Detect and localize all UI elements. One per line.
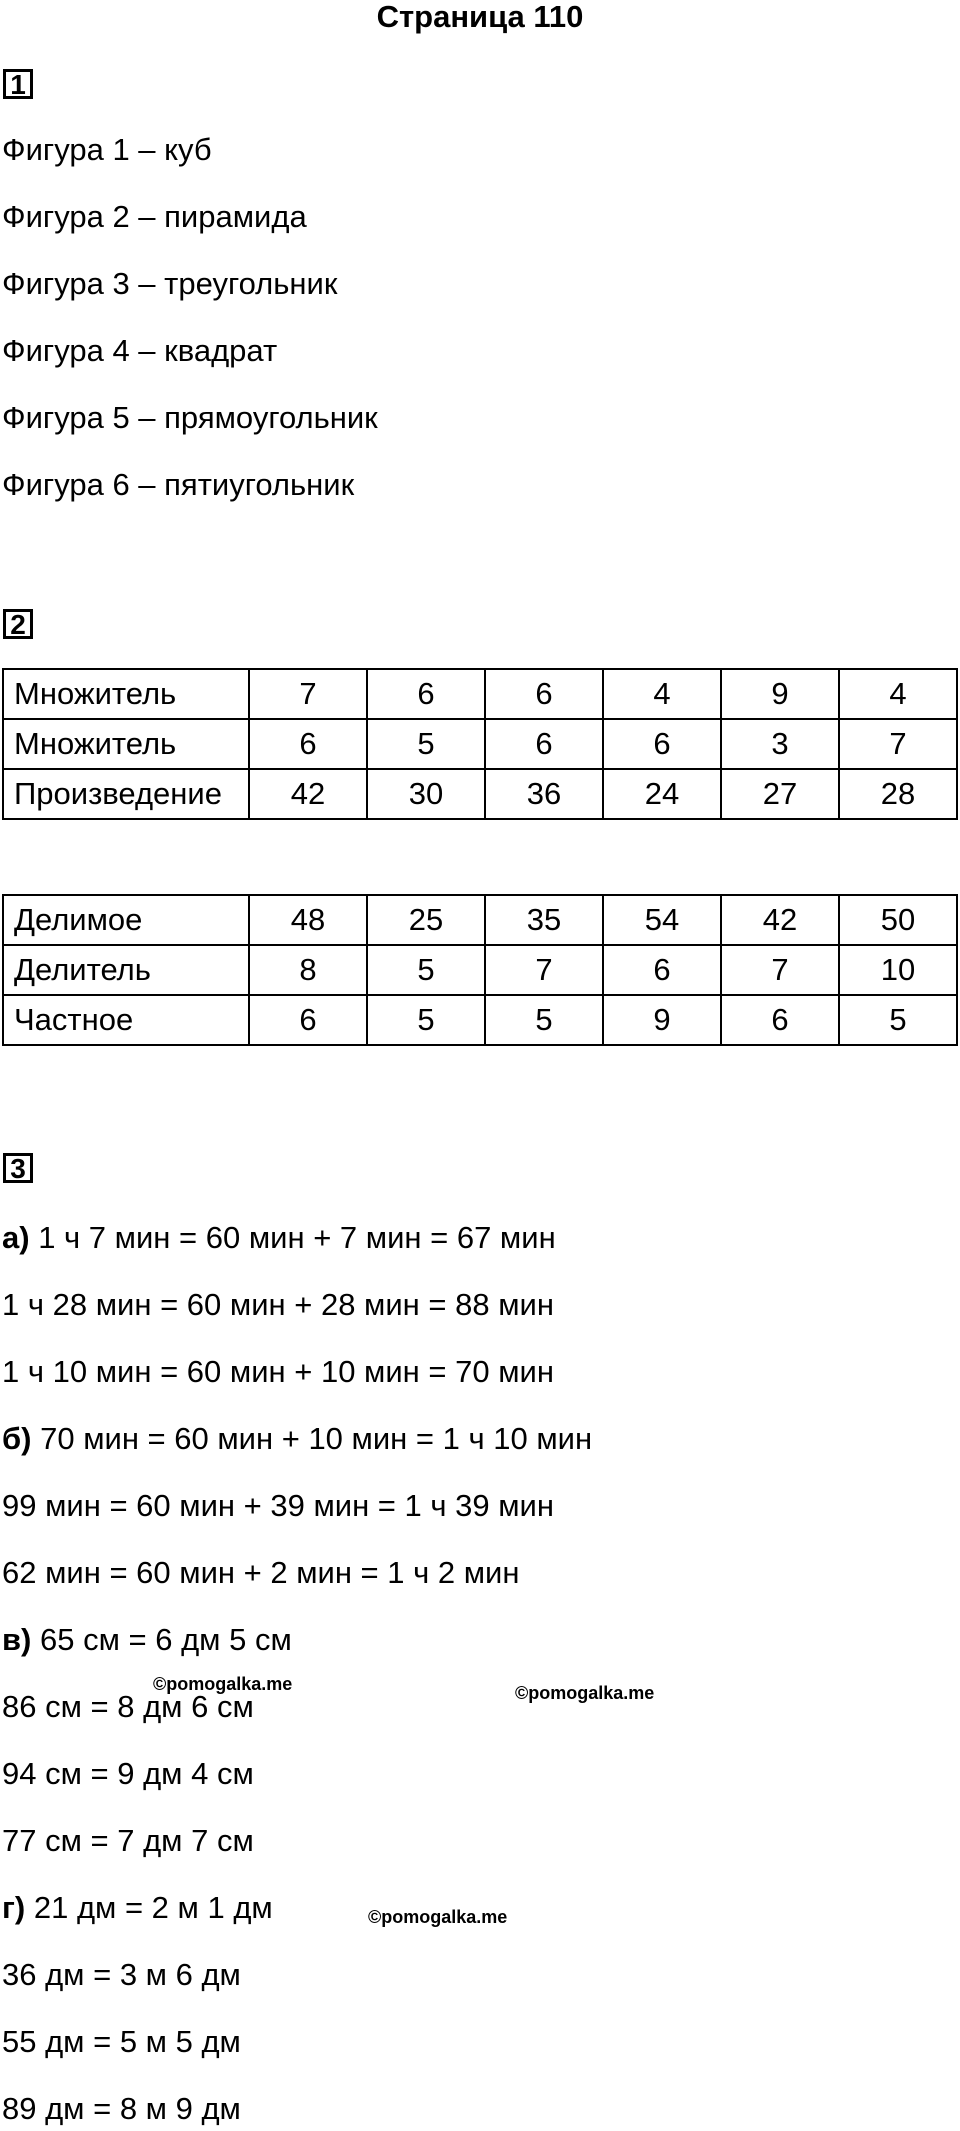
figure-line: Фигура 6 – пятиугольник <box>2 467 355 502</box>
answer-text: 94 см = 9 дм 4 см <box>2 1756 254 1791</box>
answer-text: 86 см = 8 дм 6 см <box>2 1689 254 1724</box>
answer-text: 36 дм = 3 м 6 дм <box>2 1957 241 1992</box>
table-cell: 24 <box>603 769 721 819</box>
answer-line <box>2 1555 520 1591</box>
answer-line <box>2 1823 254 1859</box>
table-cell: 7 <box>485 945 603 995</box>
table-cell: Частное <box>3 995 249 1045</box>
table-cell: 5 <box>839 995 957 1045</box>
answer-line <box>2 1354 554 1390</box>
answer-text: 99 мин = 60 мин + 39 мин = 1 ч 39 мин <box>2 1488 554 1523</box>
table-cell: 5 <box>485 995 603 1045</box>
part-label: в) <box>2 1622 32 1657</box>
table-row <box>3 895 957 945</box>
answer-text: 1 ч 28 мин = 60 мин + 28 мин = 88 мин <box>2 1287 554 1322</box>
answer-text: 1 ч 7 мин = 60 мин + 7 мин = 67 мин <box>29 1220 556 1255</box>
table-cell: 5 <box>367 945 485 995</box>
table-row <box>3 769 957 819</box>
table-row <box>3 945 957 995</box>
answer-line <box>2 1689 254 1725</box>
table-cell: 50 <box>839 895 957 945</box>
table-cell: 7 <box>249 669 367 719</box>
table-cell: 7 <box>721 945 839 995</box>
table-row <box>3 669 957 719</box>
figure-line: Фигура 1 – куб <box>2 132 212 167</box>
table-cell: Множитель <box>3 669 249 719</box>
table-cell: 5 <box>367 995 485 1045</box>
table-cell: Произведение <box>3 769 249 819</box>
answer-line <box>2 1220 556 1256</box>
table-cell: 6 <box>249 995 367 1045</box>
answer-line <box>2 1756 254 1792</box>
table-cell: 6 <box>367 669 485 719</box>
answer-line <box>2 1957 241 1993</box>
table-cell: 6 <box>485 669 603 719</box>
table-cell: 36 <box>485 769 603 819</box>
part-label: г) <box>2 1890 26 1925</box>
table-cell: Делитель <box>3 945 249 995</box>
answer-line <box>2 2091 241 2127</box>
table-cell: 35 <box>485 895 603 945</box>
table-cell: 42 <box>249 769 367 819</box>
table-cell: 6 <box>485 719 603 769</box>
multiplication-table <box>2 668 958 820</box>
table-cell: 25 <box>367 895 485 945</box>
answer-line <box>2 1287 554 1323</box>
table-cell: 6 <box>603 945 721 995</box>
figure-line: Фигура 5 – прямоугольник <box>2 400 378 435</box>
answer-text: 70 мин = 60 мин + 10 мин = 1 ч 10 мин <box>31 1421 593 1456</box>
table-cell: 6 <box>721 995 839 1045</box>
answer-text: 65 см = 6 дм 5 см <box>31 1622 292 1657</box>
answer-text: 21 дм = 2 м 1 дм <box>25 1890 273 1925</box>
answer-text: 1 ч 10 мин = 60 мин + 10 мин = 70 мин <box>2 1354 554 1389</box>
watermark: ©pomogalka.me <box>515 1683 655 1703</box>
answer-text: 55 дм = 5 м 5 дм <box>2 2024 241 2059</box>
table-row <box>3 995 957 1045</box>
division-table <box>2 894 958 1046</box>
table-cell: 30 <box>367 769 485 819</box>
table-cell: 27 <box>721 769 839 819</box>
page-title: Страница 110 <box>376 0 584 34</box>
table-cell: 54 <box>603 895 721 945</box>
answer-line <box>2 1488 554 1524</box>
watermark: ©pomogalka.me <box>368 1907 508 1927</box>
table-row <box>3 719 957 769</box>
table-cell: 9 <box>721 669 839 719</box>
answer-line <box>2 1890 273 1926</box>
table-cell: 8 <box>249 945 367 995</box>
answer-text: 89 дм = 8 м 9 дм <box>2 2091 241 2126</box>
answer-line <box>2 2024 241 2060</box>
table-cell: 28 <box>839 769 957 819</box>
answer-line <box>2 1622 292 1658</box>
table-cell: 48 <box>249 895 367 945</box>
task-number-3: 3 <box>3 1153 33 1183</box>
task-number-1: 1 <box>3 69 33 99</box>
table-cell: 6 <box>249 719 367 769</box>
figure-line: Фигура 3 – треугольник <box>2 266 338 301</box>
table-cell: 6 <box>603 719 721 769</box>
table-cell: 5 <box>367 719 485 769</box>
answer-line <box>2 1421 592 1457</box>
part-label: б) <box>2 1421 32 1456</box>
figure-line: Фигура 2 – пирамида <box>2 199 307 234</box>
table-cell: 42 <box>721 895 839 945</box>
watermark: ©pomogalka.me <box>153 1674 293 1694</box>
answer-text: 62 мин = 60 мин + 2 мин = 1 ч 2 мин <box>2 1555 520 1590</box>
table-cell: 7 <box>839 719 957 769</box>
table-cell: Множитель <box>3 719 249 769</box>
figure-line: Фигура 4 – квадрат <box>2 333 278 368</box>
table-cell: Делимое <box>3 895 249 945</box>
answer-text: 77 см = 7 дм 7 см <box>2 1823 254 1858</box>
table-cell: 4 <box>603 669 721 719</box>
task-number-2: 2 <box>3 609 33 639</box>
table-cell: 4 <box>839 669 957 719</box>
table-cell: 3 <box>721 719 839 769</box>
table-cell: 10 <box>839 945 957 995</box>
table-cell: 9 <box>603 995 721 1045</box>
part-label: а) <box>2 1220 30 1255</box>
